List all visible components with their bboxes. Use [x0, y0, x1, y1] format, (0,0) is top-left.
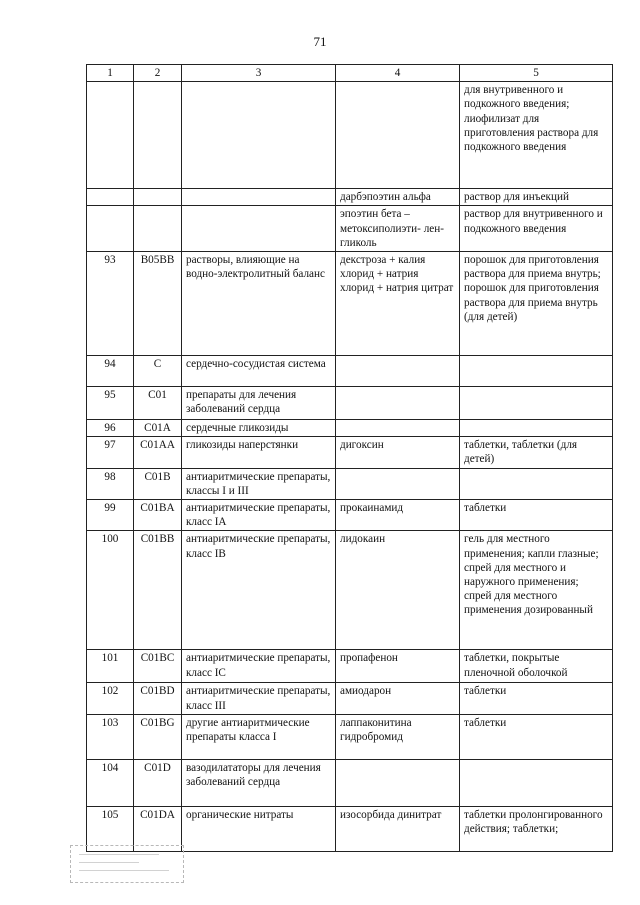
group-name: антиаритмические препараты, класс III: [182, 683, 336, 714]
group-name: антиаритмические препараты, класс IC: [182, 650, 336, 683]
drug-name: лидокаин: [336, 531, 460, 650]
row-number: 96: [87, 420, 134, 437]
row-number: 97: [87, 437, 134, 468]
atc-code: C01: [134, 387, 182, 420]
dosage-form: [460, 356, 613, 387]
group-name: антиаритмические препараты, класс IA: [182, 500, 336, 531]
atc-code: C01BD: [134, 683, 182, 714]
dosage-form: раствор для инъекций: [460, 189, 613, 206]
atc-code: C01B: [134, 468, 182, 499]
group-name: растворы, влияющие на водно-электролитный баланс: [182, 252, 336, 356]
drug-name: изосорбида динитрат: [336, 806, 460, 851]
column-header: 2: [134, 65, 182, 82]
dosage-form: [460, 387, 613, 420]
table-row: [87, 420, 613, 437]
table-row: [87, 437, 613, 468]
row-number: 105: [87, 806, 134, 851]
dosage-form: таблетки: [460, 683, 613, 714]
group-name: антиаритмические препараты, классы I и III: [182, 468, 336, 499]
table-row: [87, 650, 613, 683]
group-name: [182, 189, 336, 206]
table-row: [87, 714, 613, 759]
group-name: [182, 206, 336, 252]
row-number: 94: [87, 356, 134, 387]
group-name: гликозиды наперстянки: [182, 437, 336, 468]
drug-name: [336, 468, 460, 499]
table-row: [87, 82, 613, 189]
row-number: 104: [87, 759, 134, 806]
dosage-form: таблетки: [460, 500, 613, 531]
drug-name: [336, 387, 460, 420]
table-row: [87, 531, 613, 650]
table-row: [87, 206, 613, 252]
column-header: 1: [87, 65, 134, 82]
group-name: препараты для лечения заболеваний сердца: [182, 387, 336, 420]
row-number: 98: [87, 468, 134, 499]
atc-code: [134, 206, 182, 252]
drug-name: декстроза + калия хлорид + натрия хлорид + натрия цитрат: [336, 252, 460, 356]
group-name: сердечно-сосудистая система: [182, 356, 336, 387]
atc-code: C01BB: [134, 531, 182, 650]
row-number: 103: [87, 714, 134, 759]
row-number: 99: [87, 500, 134, 531]
dosage-form: порошок для приготовления раствора для приема внутрь; порошок для приготовления раствора для приема внутрь (для детей): [460, 252, 613, 356]
drug-name: [336, 759, 460, 806]
table-row: [87, 683, 613, 714]
group-name: органические нитраты: [182, 806, 336, 851]
group-name: сердечные гликозиды: [182, 420, 336, 437]
column-header: 4: [336, 65, 460, 82]
atc-code: C01BG: [134, 714, 182, 759]
dosage-form: для внутривенного и подкожного введения; лиофилизат для приготовления раствора для подкожного введения: [460, 82, 613, 189]
table-row: [87, 387, 613, 420]
table-row: [87, 500, 613, 531]
atc-code: C01BA: [134, 500, 182, 531]
group-name: вазодилататоры для лечения заболеваний сердца: [182, 759, 336, 806]
drug-name: [336, 420, 460, 437]
table-row: [87, 356, 613, 387]
column-header: 3: [182, 65, 336, 82]
dosage-form: таблетки, таблетки (для детей): [460, 437, 613, 468]
row-number: 102: [87, 683, 134, 714]
faint-stamp-mark: [70, 845, 184, 883]
drug-name: лаппаконитина гидробромид: [336, 714, 460, 759]
atc-code: C01BC: [134, 650, 182, 683]
row-number: [87, 206, 134, 252]
atc-code: C01D: [134, 759, 182, 806]
dosage-form: гель для местного применения; капли глазные; спрей для местного и наружного применения; спрей для местного применения дозированный: [460, 531, 613, 650]
drug-name: [336, 82, 460, 189]
drug-name: [336, 356, 460, 387]
atc-code: C01DA: [134, 806, 182, 851]
dosage-form: [460, 420, 613, 437]
atc-code: B05BB: [134, 252, 182, 356]
dosage-form: раствор для внутривенного и подкожного введения: [460, 206, 613, 252]
medicines-table: [86, 64, 613, 852]
atc-code: [134, 189, 182, 206]
group-name: другие антиаритмические препараты класса I: [182, 714, 336, 759]
table-header-row: [87, 65, 613, 82]
dosage-form: [460, 759, 613, 806]
drug-name: дигоксин: [336, 437, 460, 468]
drug-name: эпоэтин бета – метоксиполиэти- лен-гликоль: [336, 206, 460, 252]
dosage-form: таблетки: [460, 714, 613, 759]
table-row: [87, 759, 613, 806]
atc-code: C01A: [134, 420, 182, 437]
table-row: [87, 468, 613, 499]
row-number: 95: [87, 387, 134, 420]
column-header: 5: [460, 65, 613, 82]
row-number: 93: [87, 252, 134, 356]
dosage-form: [460, 468, 613, 499]
row-number: [87, 82, 134, 189]
atc-code: C: [134, 356, 182, 387]
row-number: [87, 189, 134, 206]
row-number: 100: [87, 531, 134, 650]
row-number: 101: [87, 650, 134, 683]
drug-name: пропафенон: [336, 650, 460, 683]
page-number: 71: [313, 34, 327, 49]
dosage-form: таблетки, покрытые пленочной оболочкой: [460, 650, 613, 683]
group-name: антиаритмические препараты, класс IB: [182, 531, 336, 650]
group-name: [182, 82, 336, 189]
atc-code: C01AA: [134, 437, 182, 468]
drug-name: дарбэпоэтин альфа: [336, 189, 460, 206]
table-row: [87, 189, 613, 206]
drug-name: прокаинамид: [336, 500, 460, 531]
atc-code: [134, 82, 182, 189]
drug-name: амиодарон: [336, 683, 460, 714]
table-row: [87, 252, 613, 356]
dosage-form: таблетки пролонгированного действия; таблетки;: [460, 806, 613, 851]
